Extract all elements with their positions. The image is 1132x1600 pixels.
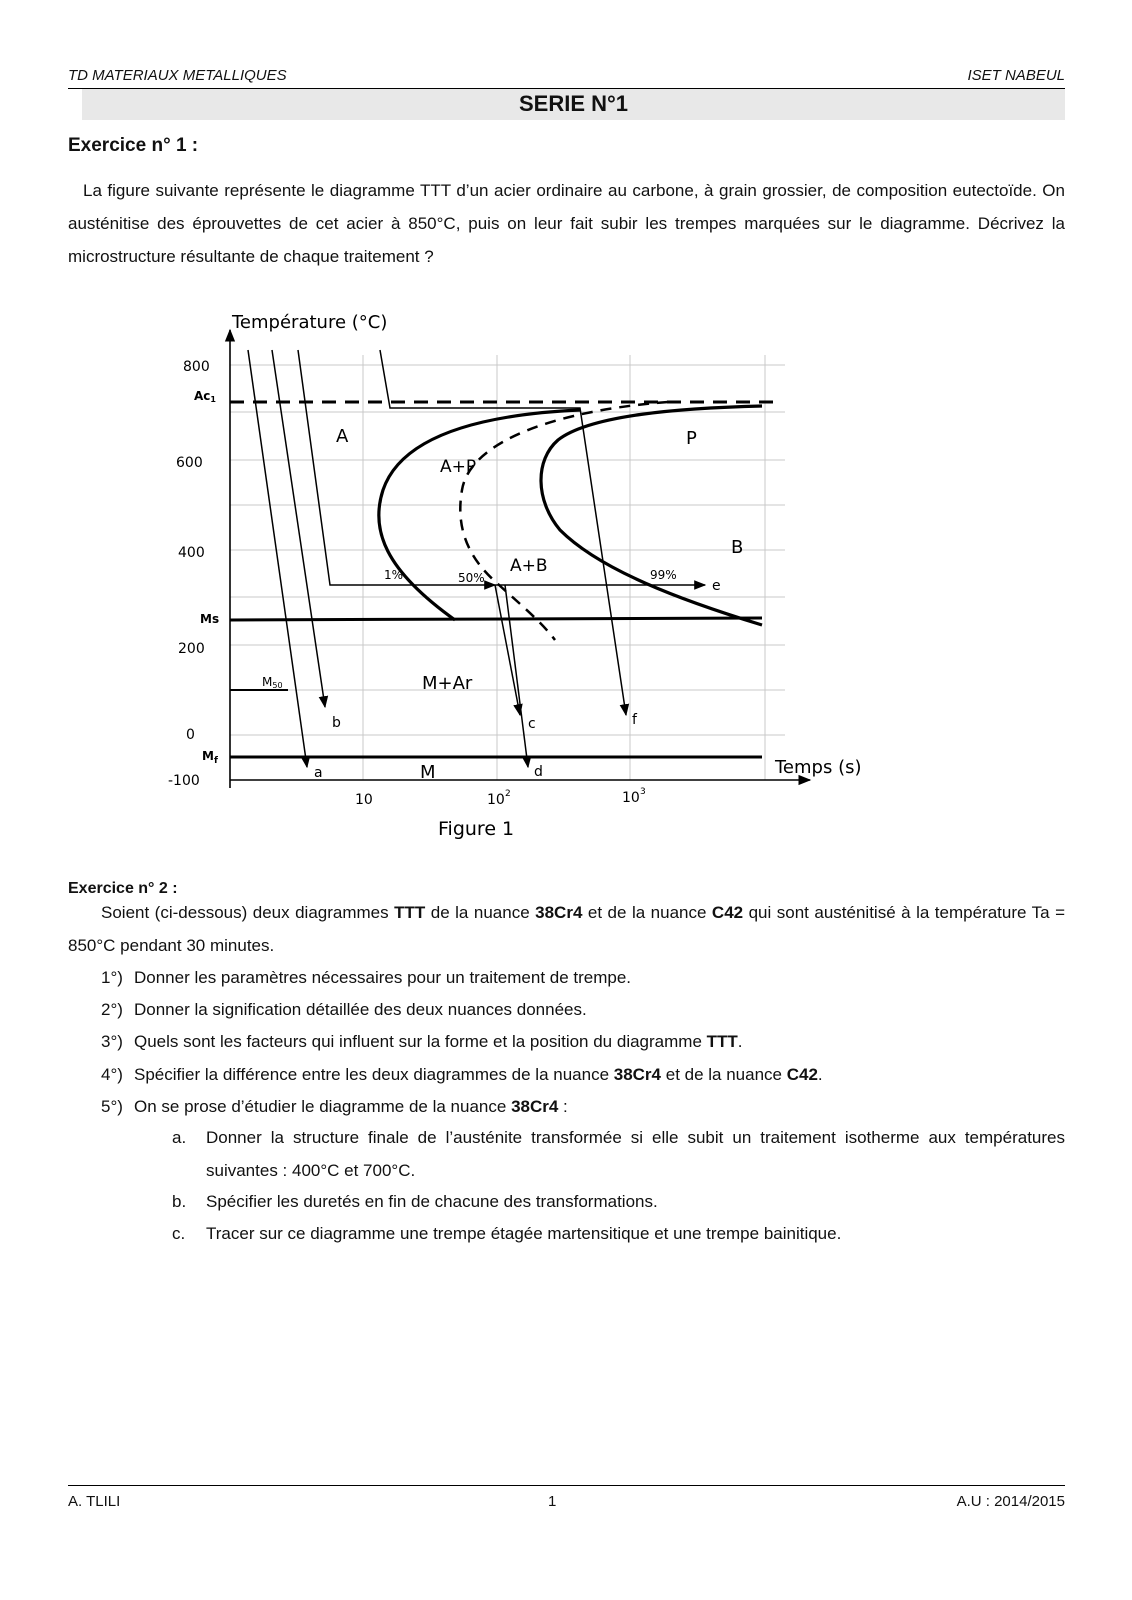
question-1: 1°) Donner les paramètres nécessaires pour un traitement de trempe. bbox=[101, 968, 632, 987]
page-title: SERIE N°1 bbox=[518, 91, 629, 116]
question-4: 4°) Spécifier la différence entre les deux diagrammes de la nuance 38Cr4 et de la nuance C42. bbox=[101, 1065, 823, 1084]
x-tick: 10 bbox=[487, 792, 505, 808]
y-tick: 600 bbox=[176, 455, 203, 471]
x-tick-exponent: 3 bbox=[640, 787, 646, 797]
ms-line bbox=[230, 618, 762, 620]
footer-left: A. TLILI bbox=[68, 1493, 121, 1510]
y-tick: 200 bbox=[178, 641, 205, 657]
region-m: M bbox=[420, 762, 436, 783]
exercise1-text: La figure suivante représente le diagramme TTT d’un acier ordinaire au carbone, à grain grossier, de composition eutectoïde. On austénitise des éprouvettes de cet acier à 850°C, puis on leur fait subir les trempes marquées sur le diagramme. Décrivez la microstructure résultante de chaque traitement ? bbox=[68, 181, 1065, 266]
path-label-b: b bbox=[332, 715, 341, 731]
path-b bbox=[272, 350, 325, 707]
exercise2-intro: Soient (ci-dessous) deux diagrammes TTT de la nuance 38Cr4 et de la nuance C42 qui sont austénitisé à la température Ta = 850°C pendant 30 minutes. bbox=[68, 903, 1065, 955]
region-p: P bbox=[686, 428, 697, 449]
region-ab: A+B bbox=[510, 556, 548, 576]
percent-label: 99% bbox=[650, 568, 677, 582]
ms-label: Ms bbox=[200, 612, 220, 626]
y-tick: -100 bbox=[168, 773, 200, 789]
region-ap: A+P bbox=[440, 457, 477, 477]
y-tick: 400 bbox=[178, 545, 205, 561]
exercise1-heading: Exercice n° 1 : bbox=[68, 135, 199, 156]
question-2: 2°) Donner la signification détaillée des deux nuances données. bbox=[101, 1000, 587, 1019]
x-axis-label: Temps (s) bbox=[775, 757, 862, 778]
ttt-diagram bbox=[150, 300, 880, 850]
percent-label: 50% bbox=[458, 571, 485, 585]
percent-label: 1% bbox=[384, 568, 404, 582]
y-axis-label: Température (°C) bbox=[232, 312, 388, 333]
region-a: A bbox=[336, 426, 349, 447]
path-label-f: f bbox=[632, 712, 637, 728]
footer-rule bbox=[68, 1485, 1065, 1486]
path-label-d: d bbox=[534, 764, 543, 780]
y-tick: 0 bbox=[186, 727, 195, 743]
path-d bbox=[505, 585, 528, 767]
path-a bbox=[248, 350, 307, 767]
mf-label: $M_f$ bbox=[202, 749, 218, 766]
page-number: 1 bbox=[548, 1493, 557, 1510]
exercise2-heading: Exercice n° 2 : bbox=[68, 880, 178, 897]
footer-right: A.U : 2014/2015 bbox=[956, 1493, 1065, 1510]
x-tick: 10 bbox=[355, 792, 373, 808]
figure-caption: Figure 1 bbox=[438, 818, 515, 840]
question-3: 3°) Quels sont les facteurs qui influent sur la forme et la position du diagramme TTT. bbox=[101, 1032, 743, 1051]
path-f bbox=[380, 350, 626, 715]
path-label-a: a bbox=[314, 765, 323, 781]
header-right: ISET NABEUL bbox=[967, 67, 1065, 84]
y-tick: 800 bbox=[183, 359, 210, 375]
header-left: TD MATERIAUX METALLIQUES bbox=[68, 67, 287, 84]
sub-question-b: b. Spécifier les duretés en fin de chacune des transformations. bbox=[172, 1192, 658, 1211]
question-5: 5°) On se prose d’étudier le diagramme de la nuance 38Cr4 : bbox=[101, 1097, 568, 1116]
path-label-e: e bbox=[712, 578, 721, 594]
region-m-ar: M+Ar bbox=[422, 673, 473, 694]
region-b: B bbox=[731, 537, 744, 558]
m50-label: M50 bbox=[262, 675, 283, 690]
x-tick-exponent: 2 bbox=[505, 789, 511, 799]
end-curve bbox=[541, 406, 762, 625]
x-tick: 10 bbox=[622, 790, 640, 806]
sub-question-c: c. Tracer sur ce diagramme une trempe étagée martensitique et une trempe bainitique. bbox=[172, 1224, 842, 1243]
sub-question-a: a. Donner la structure finale de l’austénite transformée si elle subit un traitement isotherme aux températures suivantes : 400°C et 700°C. bbox=[172, 1128, 1065, 1180]
path-label-c: c bbox=[528, 716, 536, 732]
ac1-label: Ac1 bbox=[194, 389, 216, 404]
